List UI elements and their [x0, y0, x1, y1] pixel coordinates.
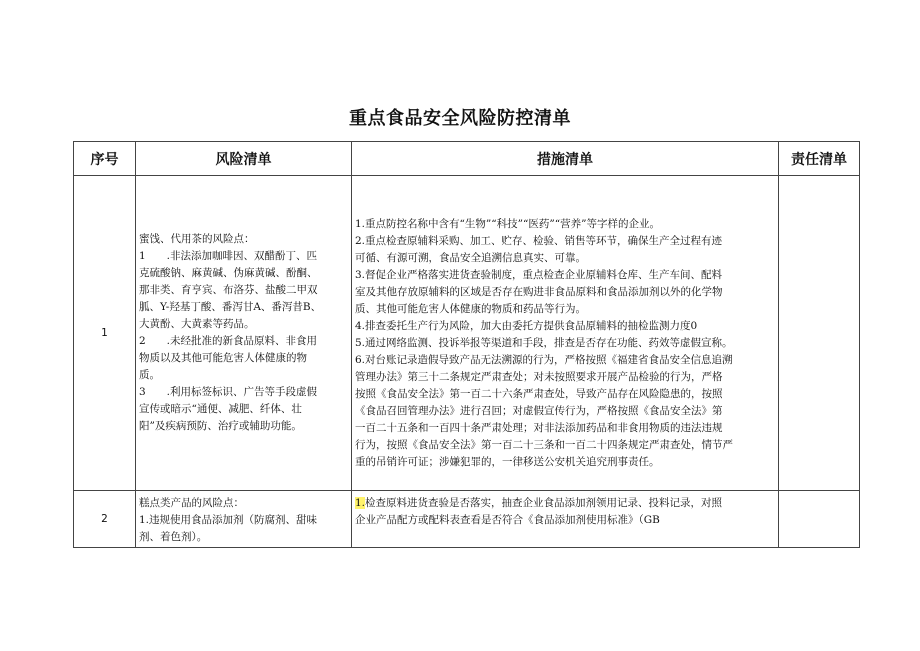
header-serial: 序号	[74, 142, 136, 176]
risk-line: 1.违规使用食品添加剂（防腐剂、甜味	[139, 514, 318, 526]
measures-cell	[352, 491, 779, 548]
risk-line: 阳”及疾病预防、治疗或辅助功能。	[139, 420, 302, 432]
risk-line: 物质以及其他可能危害人体健康的物	[139, 352, 307, 364]
measure-line: 4.排查委托生产行为风险，加大由委托方提供食品原辅料的抽检监测力度0	[355, 320, 698, 332]
risk-line: 剂、着色剂）。	[139, 531, 208, 543]
risk-line: 胍、Y-羟基丁酸、番泻甘A、番泻昔B、	[139, 301, 322, 313]
measure-line: 3.督促企业严格落实进货查验制度，重点检查企业原辅料仓库、生产车间、配料	[355, 269, 723, 281]
measure-line: 质、其他可能危害人体健康的物质和药品等行为。	[355, 303, 586, 315]
risk-line: 糕点类产品的风险点：	[139, 497, 244, 509]
row-serial: 1	[74, 176, 136, 491]
measure-line: 可循、有源可溯，食品安全追溯信息真实、可靠。	[355, 252, 586, 264]
measure-line: 按照《食品安全法》第一百二十六条严肃查处，导致产品存在风险隐患的，按照	[355, 388, 723, 400]
table-row	[74, 176, 860, 491]
risk-line: 2 .未经批准的新食品原料、非食用	[139, 335, 318, 347]
measure-line: 企业产品配方或配料表查看是否符合《食品添加剂使用标准》（GB	[355, 514, 660, 526]
risk-line: 克硫酸钠、麻黄碱、伪麻黄碱、酚酮、	[139, 267, 318, 279]
row-serial: 2	[74, 491, 136, 548]
table-row	[74, 491, 860, 548]
document-title: 重点食品安全风险防控清单	[349, 108, 571, 129]
risk-line: 那非类、育亨宾、布洛芬、盐酸二甲双	[139, 284, 318, 296]
responsibility-cell	[779, 176, 860, 491]
measures-cell	[352, 176, 779, 491]
measure-line: 重的吊销许可证；涉嫌犯罪的，一律移送公安机关追究刑事责任。	[355, 456, 660, 468]
header-measures-list: 措施清单	[352, 142, 779, 176]
risk-line: 蜜饯、代用茶的风险点：	[139, 233, 255, 245]
highlighted-number: 1.	[355, 497, 366, 509]
measure-text: 检查原料进货查验是否落实，抽查企业食品添加剂领用记录、投料记录，对照	[365, 497, 723, 509]
measure-line: 2.重点检查原辅料采购、加工、贮存、检验、销售等环节，确保生产全过程有迹	[355, 235, 723, 247]
measure-line: 6.对台账记录造假导致产品无法溯源的行为，严格按照《福建省食品安全信息追溯	[355, 354, 733, 366]
measure-line: 管理办法》第三十二条规定严肃查处；对未按照要求开展产品检验的行为，严格	[355, 371, 723, 383]
measure-line: 室及其他存放原辅料的区域是否存在购进非食品原料和食品添加剂以外的化学物	[355, 286, 723, 298]
header-risk-list: 风险清单	[136, 142, 352, 176]
risk-cell	[136, 491, 352, 548]
measure-line: 行为，按照《食品安全法》第一百二十三条和一百二十四条规定严肃查处，情节严	[355, 439, 733, 451]
measure-line: 一百二十五条和一百四十条严肃处理；对非法添加药品和非食用物质的违法违规	[355, 422, 723, 434]
risk-control-table	[73, 141, 860, 548]
measure-line: 5.通过网络监测、投诉举报等渠道和手段，排查是否存在功能、药效等虚假宣称。	[355, 337, 733, 349]
risk-line: 3 .利用标签标识、广告等手段虚假	[139, 386, 318, 398]
table-header-row	[74, 142, 860, 176]
risk-line: 质。	[139, 369, 160, 381]
risk-line: 宣传或暗示“通便、减肥、纤体、壮	[139, 403, 302, 415]
measure-line	[355, 495, 775, 512]
risk-line: 大黄酚、大黄素等药品。	[139, 318, 255, 330]
responsibility-cell	[779, 491, 860, 548]
risk-line: 1 .非法添加咖啡因、双醋酚丁、匹	[139, 250, 318, 262]
measure-line: 1.重点防控名称中含有“生物”“科技”“医药”“营养”等字样的企业。	[355, 218, 660, 230]
measure-line: 《食品召回管理办法》进行召回；对虚假宣传行为，严格按照《食品安全法》第	[355, 405, 723, 417]
header-responsibility-list: 责任清单	[779, 142, 860, 176]
risk-cell	[136, 176, 352, 491]
